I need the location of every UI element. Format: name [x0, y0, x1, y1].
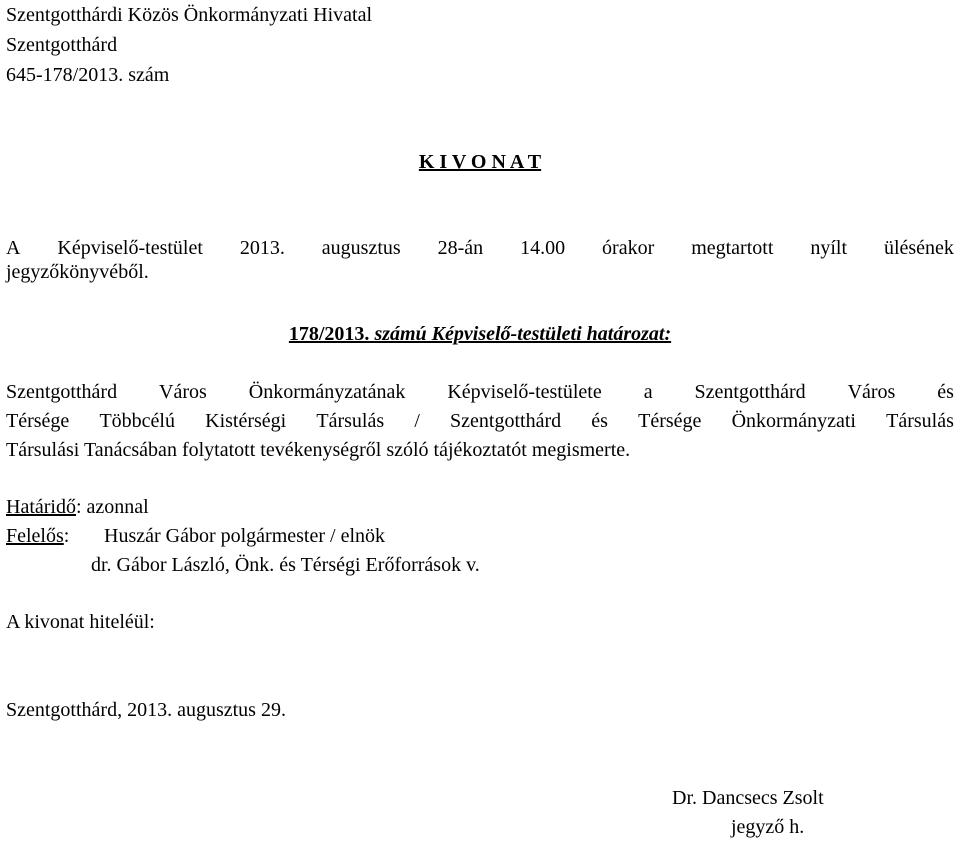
- signatory-name: Dr. Dancsecs Zsolt: [672, 787, 824, 809]
- body-word: Város: [847, 381, 896, 403]
- resolution-number: 178/2013.: [288, 323, 370, 345]
- responsible-person-1: Huszár Gábor polgármester / elnök: [104, 525, 386, 547]
- document-title: K I V O N A T: [418, 151, 542, 173]
- resolution-line-1: [6, 380, 954, 404]
- body-word: Önkormányzati: [731, 410, 856, 432]
- body-word: Társulás: [886, 410, 954, 432]
- body-word: Szentgotthárd: [694, 381, 806, 403]
- intro-word: nyílt: [810, 237, 847, 259]
- body-word: Többcélú: [99, 410, 175, 432]
- resolution-body: [6, 380, 954, 462]
- city-name: Szentgotthárd: [6, 34, 118, 56]
- body-word: és: [591, 410, 608, 432]
- responsible-line: [6, 524, 69, 548]
- intro-word: megtartott: [691, 237, 774, 259]
- intro-word: A: [6, 237, 21, 259]
- signatory-role: jegyző h.: [731, 816, 805, 838]
- body-word: Képviselő-testülete: [447, 381, 602, 403]
- place-date: Szentgotthárd, 2013. augusztus 29.: [6, 699, 286, 721]
- body-word: a: [643, 381, 653, 403]
- responsible-label: Felelős: [6, 525, 64, 547]
- intro-line-1: [6, 236, 954, 260]
- body-word: Város: [159, 381, 207, 403]
- resolution-label: számú Képviselő-testületi határozat:: [374, 323, 672, 345]
- deadline-line: [6, 495, 149, 519]
- intro-word: Képviselő-testület: [57, 237, 203, 259]
- body-word: Kistérségi: [205, 410, 287, 432]
- org-name: Szentgotthárdi Közös Önkormányzati Hivatal: [6, 4, 373, 26]
- body-word: Térsége: [638, 410, 702, 432]
- resolution-line-3: Társulási Tanácsában folytatott tevékenységről szóló tájékoztatót megismerte.: [6, 439, 631, 461]
- responsible-person-2: dr. Gábor László, Önk. és Térségi Erőforrások v.: [91, 554, 480, 576]
- intro-paragraph: [6, 236, 954, 284]
- responsible-colon: :: [63, 525, 70, 547]
- resolution-heading: [0, 322, 960, 346]
- body-word: Szentgotthárd: [450, 410, 562, 432]
- intro-word: órakor: [602, 237, 655, 259]
- intro-word: 14.00: [520, 237, 566, 259]
- deadline-colon: :: [75, 496, 82, 518]
- case-number: 645-178/2013. szám: [6, 64, 170, 86]
- deadline-label: Határidő: [6, 496, 76, 518]
- body-word: Szentgotthárd: [6, 381, 118, 403]
- body-word: és: [937, 381, 954, 403]
- body-word: Önkormányzatának: [248, 381, 406, 403]
- body-word: /: [414, 410, 420, 432]
- intro-word: augusztus: [321, 237, 401, 259]
- intro-word: ülésének: [883, 237, 954, 259]
- certification-label: A kivonat hiteléül:: [6, 611, 155, 633]
- intro-word: 2013.: [239, 237, 285, 259]
- resolution-line-2: [6, 409, 954, 433]
- body-word: Társulás: [316, 410, 385, 432]
- deadline-value: azonnal: [81, 496, 149, 518]
- intro-line-2: jegyzőkönyvéből.: [6, 261, 149, 283]
- body-word: Térsége: [6, 410, 70, 432]
- intro-word: 28-án: [437, 237, 484, 259]
